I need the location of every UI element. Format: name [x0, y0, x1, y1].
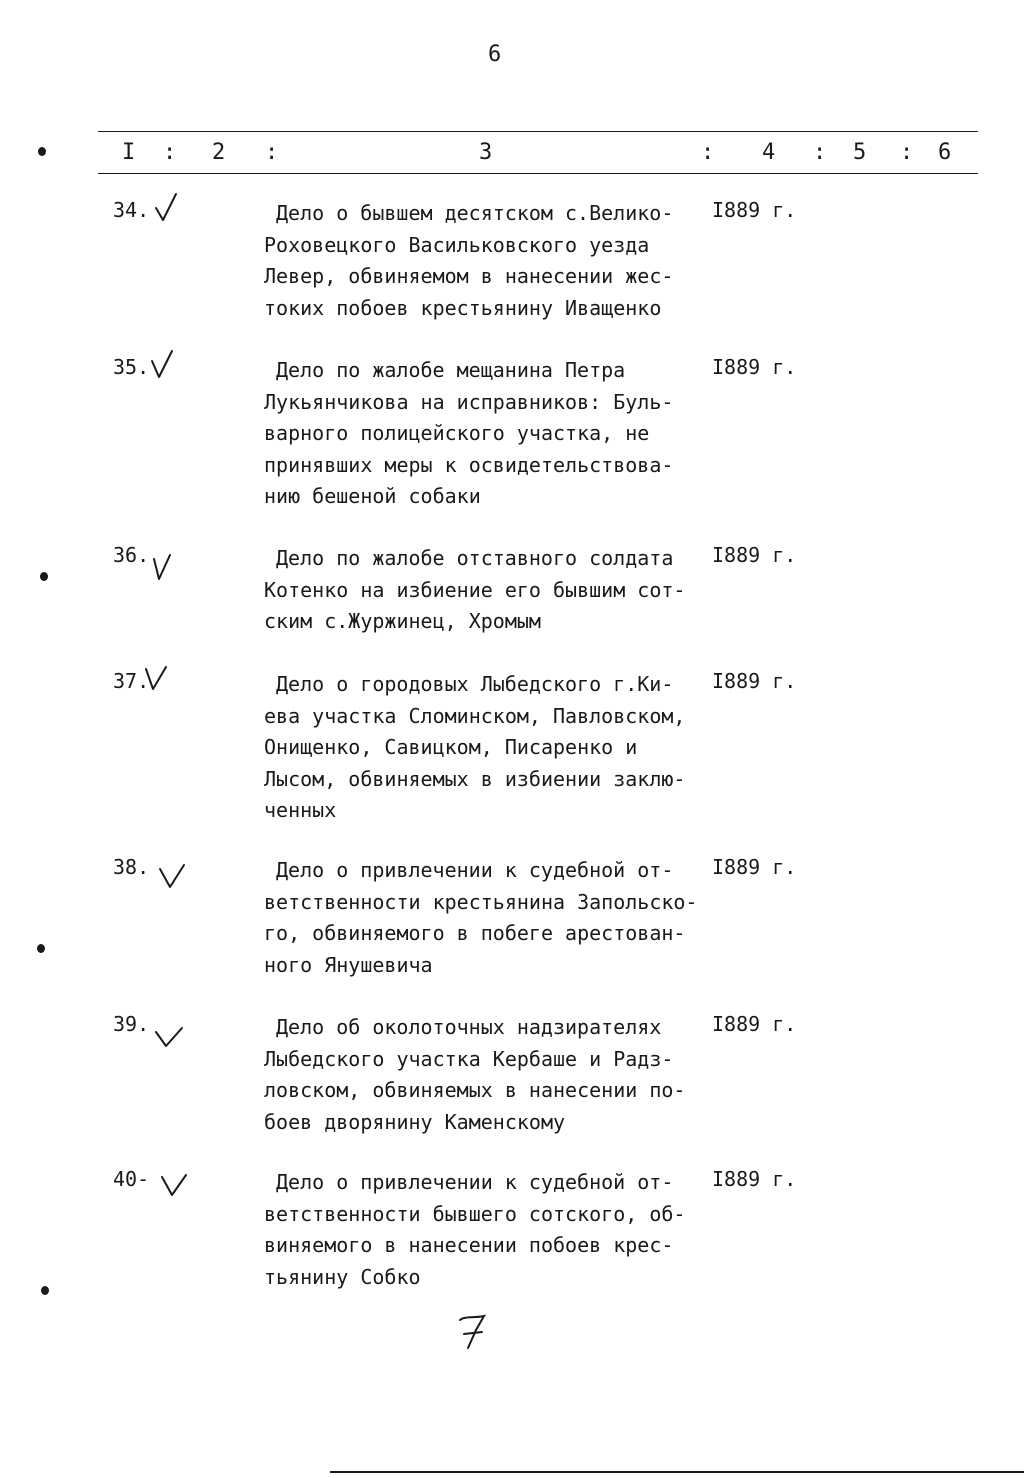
bottom-edge-line: [330, 1471, 1024, 1473]
checkmark-icon: [146, 349, 180, 381]
description-line: Дело о привлечении к судебной от-: [276, 858, 674, 882]
entry-year: I889 г.: [712, 855, 797, 879]
column-header-4: 4: [762, 140, 776, 165]
entry-number: 34.: [113, 198, 150, 222]
description-line: Дело о городовых Лыбедского г.Ки-: [276, 672, 674, 696]
entry-year: I889 г.: [712, 355, 797, 379]
checkmark-icon: [158, 1169, 192, 1201]
entry-number: 38.: [113, 855, 150, 879]
entry-number: 37.: [113, 669, 150, 693]
entry-year: I889 г.: [712, 1012, 797, 1036]
column-separator: :: [265, 140, 279, 165]
entry-description: [264, 543, 716, 638]
checkmark-icon: [140, 663, 174, 695]
punch-hole: [41, 1286, 49, 1295]
column-separator: :: [701, 140, 715, 165]
column-separator: :: [813, 140, 827, 165]
description-line: Роховецкого Васильковского уезда: [264, 232, 650, 257]
entry-number: 39.: [113, 1012, 150, 1036]
entry-year: I889 г.: [712, 669, 797, 693]
description-line: ного Янушевича: [264, 952, 433, 977]
checkmark-icon: [152, 1020, 186, 1052]
column-header-6: 6: [938, 140, 952, 165]
entry-year: I889 г.: [712, 198, 797, 222]
entry-description: [264, 355, 716, 513]
table-header-bottom-rule: [98, 173, 978, 174]
entry-description: [264, 669, 716, 827]
column-header-3: 3: [479, 140, 493, 165]
description-line: нию бешеной собаки: [264, 484, 481, 508]
description-line: принявших меры к освидетельствова-: [264, 452, 674, 477]
description-line: Дело об околоточных надзирателях: [276, 1015, 662, 1039]
description-line: Лукьянчикова на исправников: Буль-: [264, 389, 674, 414]
description-line: Дело о бывшем десятском с.Велико-: [276, 201, 674, 225]
description-line: ветственности крестьянина Запольско-: [264, 889, 698, 914]
column-header-2: 2: [212, 140, 226, 165]
description-line: Дело по жалобе отставного солдата: [276, 546, 674, 570]
punch-hole: [40, 572, 48, 581]
punch-hole: [38, 147, 46, 156]
entry-year: I889 г.: [712, 543, 797, 567]
punch-hole: [37, 944, 45, 953]
entry-year: I889 г.: [712, 1167, 797, 1191]
description-line: Онищенко, Савицком, Писаренко и: [264, 735, 638, 759]
description-line: ева участка Сломинском, Павловском,: [264, 703, 686, 728]
checkmark-icon: [148, 551, 182, 583]
column-header-1: I: [122, 140, 136, 165]
description-line: Лыбедского участка Кербаше и Радз-: [264, 1046, 674, 1071]
description-line: токих побоев крестьянину Иващенко: [264, 295, 662, 320]
column-header-5: 5: [853, 140, 867, 165]
description-line: ловском, обвиняемых в нанесении по-: [264, 1078, 686, 1102]
description-line: Дело о привлечении к судебной от-: [276, 1170, 674, 1194]
description-line: ветственности бывшего сотского, об-: [264, 1201, 686, 1226]
description-line: го, обвиняемого в побеге арестован-: [264, 921, 686, 945]
description-line: Левер, обвиняемом в нанесении жес-: [264, 264, 674, 288]
description-line: виняемого в нанесении побоев крес-: [264, 1233, 674, 1257]
entry-number: 36.: [113, 543, 150, 567]
entry-number: 35.: [113, 355, 150, 379]
description-line: варного полицейского участка, не: [264, 421, 650, 445]
entry-description: [264, 1167, 716, 1293]
entry-number: 40-: [113, 1167, 150, 1191]
description-line: Дело по жалобе мещанина Петра: [276, 358, 626, 382]
description-line: ским с.Журжинец, Хромым: [264, 609, 541, 633]
column-separator: :: [900, 140, 914, 165]
table-header-top-rule: [98, 131, 978, 132]
checkmark-icon: [156, 859, 190, 891]
description-line: Лысом, обвиняемых в избиении заклю-: [264, 766, 686, 791]
description-line: боев дворянину Каменскому: [264, 1109, 566, 1134]
description-line: Котенко на избиение его бывшим сот-: [264, 577, 686, 602]
description-line: ченных: [264, 798, 337, 822]
description-line: тьянину Собко: [264, 1264, 421, 1289]
checkmark-icon: [150, 192, 184, 224]
entry-description: [264, 855, 716, 981]
handwritten-sheet-number: [454, 1312, 490, 1352]
entry-description: [264, 198, 716, 324]
column-separator: :: [163, 140, 177, 165]
page-number: 6: [488, 42, 502, 67]
entry-description: [264, 1012, 716, 1138]
